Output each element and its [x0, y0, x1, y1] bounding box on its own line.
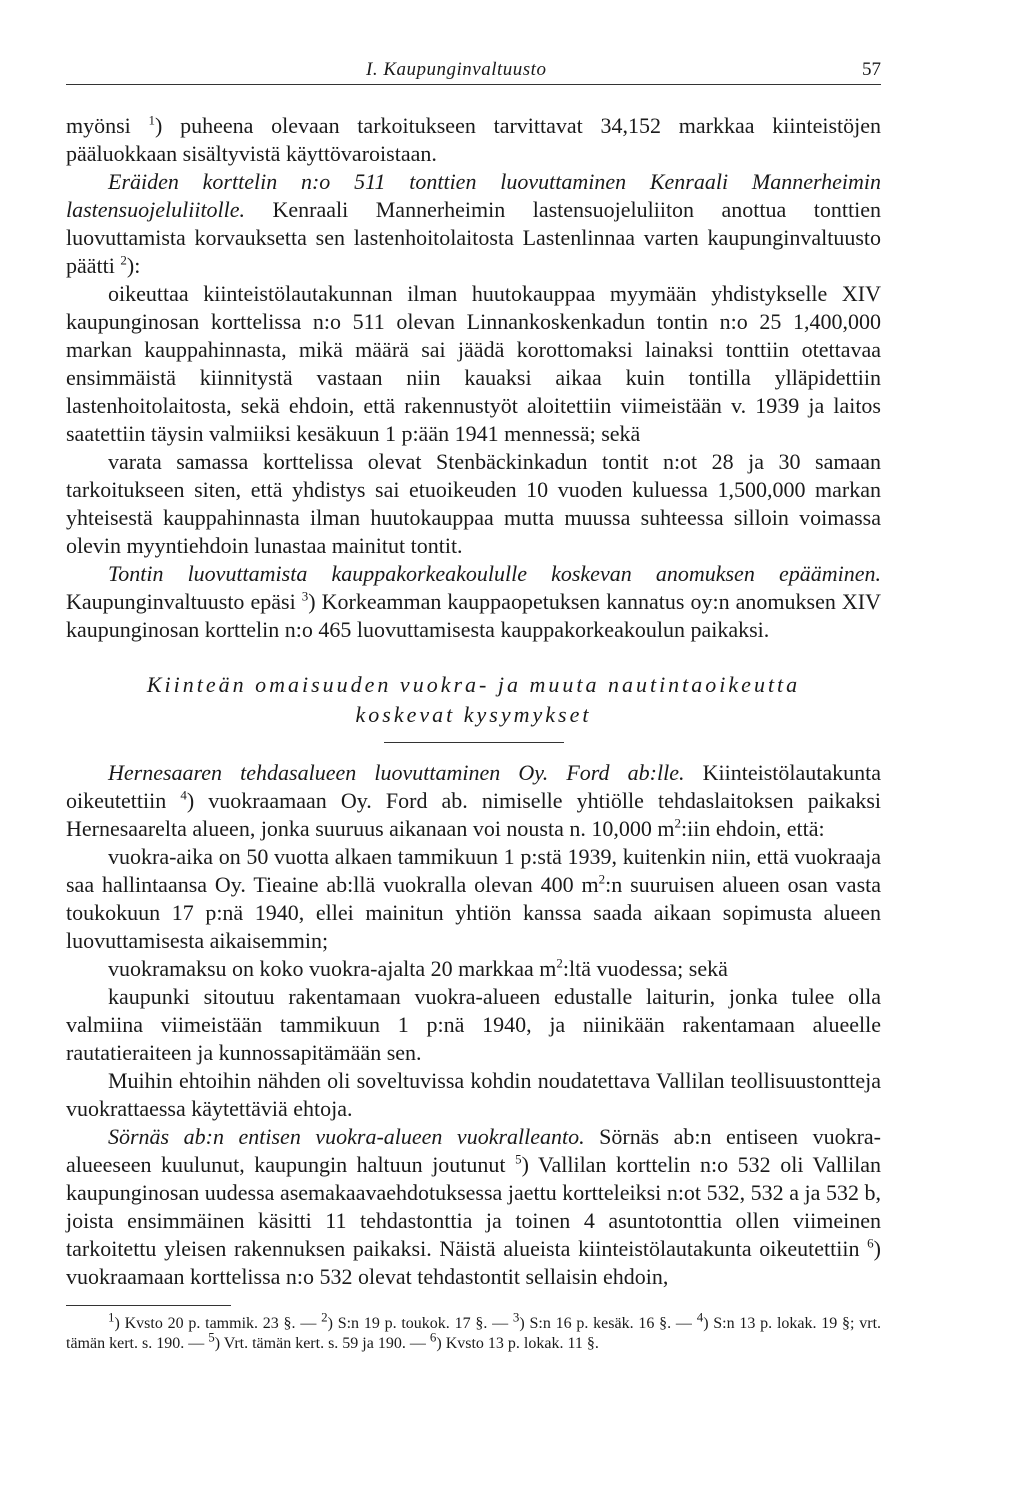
paragraph-8: vuokramaksu on koko vuokra-ajalta 20 markkaa $m^2:ltä$ vuodessa; sekä [108, 955, 728, 981]
subsection-title: Hernesaaren tehdasalueen luovuttaminen Oy. Ford ab:lle. [108, 760, 685, 785]
section-rule [384, 742, 564, 743]
paragraph-5: Tontin luovuttamista kauppakorkeakoululle koskevan anomuksen epääminen. Kaupunginvaltuusto epäsi $^3$) Korkeamman kauppaopetuksen kannatus oy:n anomuksen XIV kaupunginosan korttelin n:o 465 luovuttamisesta kauppakorkeakoulun paikaksi. [66, 561, 881, 642]
footnote-ref: 6 [867, 1235, 874, 1251]
paragraph-3: oikeuttaa kiinteistölautakunnan ilman huutokauppaa myymään yhdistykselle XIV kaupunginosan korttelissa n:o 511 olevan Linnankoskenkadun tontin n:o 25 1,400,000 markan kauppahinnasta, mikä määrä sai jäädä korottomaksi lainaksi tonttiin otettavaa ensimmäistä kiinnitystä vastaan niin kauaksi aikaa kuin tontilla ylläpidettiin lastenhoitolaitosta, sekä ehdoin, että rakennustyöt aloitettiin viimeistään v. 1939 ja laitos saatettiin täysin valmiiksi kesäkuun 1 p:ään 1941 mennessä; sekä [66, 281, 881, 446]
footnote-ref: 4 [180, 787, 187, 803]
footnote-rule [66, 1305, 231, 1306]
paragraph-4: varata samassa korttelissa olevat Stenbäckinkadun tontit n:ot 28 ja 30 samaan tarkoitukseen siten, että yhdistys sai etuoikeuden 10 vuoden kuluessa 1,500,000 markan yhteisestä kauppahinnasta ilman huutokauppaa mutta muussa suhteessa silloin voimassa olevin myyntiehdoin lunastaa mainitut tontit. [66, 449, 881, 558]
paragraph-2: Eräiden korttelin n:o 511 tonttien luovuttaminen Kenraali Mannerheimin lastensuojeluliitolle. Kenraali Mannerheimin lastensuojeluliiton anottua tonttien luovuttamista korvauksetta sen lastenhoitolaitosta Lastenlinnaa varten kaupunginvaltuusto päätti $^2$): [66, 169, 881, 278]
subsection-title: Eräiden korttelin n:o 511 tonttien luovuttaminen Kenraali Mannerheimin lastensuojeluliitolle. [66, 169, 881, 222]
paragraph-11: Sörnäs ab:n entisen vuokra-alueen vuokralleanto. Sörnäs ab:n entiseen vuokra-alueeseen kuulunut, kaupungin haltuun joutunut $^5$) Vallilan korttelin n:o 532 oli Vallilan kaupunginosan uudessa asemakaavaehdotuksessa jaettu kortteleiksi n:ot 532, 532 a ja 532 b, joista ensimmäinen käsitti 11 tehdastonttia ja toinen 4 asuntotonttia ollen viimeinen tarkoitettu yleisen rakennuksen paikaksi. Näistä alueista kiinteistölautakunta oikeutettiin $^6$) vuokraamaan korttelissa n:o 532 olevat tehdastontit sellaisin ehdoin, [66, 1124, 881, 1289]
page-number: 57 [862, 59, 881, 80]
footnote-ref: 2 [120, 252, 127, 268]
paragraph-1: myönsi $^1$) puheena olevaan tarkoitukseen tarvittavat 34,152 markkaa kiinteistöjen pääluokkaan sisältyvistä käyttövaroistaan. [66, 112, 881, 166]
footnotes [66, 1309, 882, 1354]
superscript-2: 2 [674, 815, 681, 831]
footnote-ref: 1 [148, 112, 156, 128]
section-heading-line-1: Kiinteän omaisuuden vuokra- ja muuta nautintaoikeutta [146, 672, 801, 697]
footnote-ref: 3 [301, 588, 309, 604]
superscript-2: 2 [556, 955, 563, 971]
paragraph-10: Muihin ehtoihin nähden oli soveltuvissa kohdin noudatettava Vallilan teollisuustontteja vuokrattaessa käytettäviä ehtoja. [66, 1068, 881, 1121]
header-rule [66, 84, 881, 85]
superscript-2: 2 [598, 871, 606, 887]
paragraph-9: kaupunki sitoutuu rakentamaan vuokra-alueen edustalle laiturin, jonka tulee olla valmiina viimeistään tammikuun 1 p:nä 1940, ja niinikään rakentamaan alueelle rautatieraiteen ja kunnossapitämään sen. [66, 984, 881, 1065]
footnote-text: $^1$) Kvsto 20 p. tammik. 23 §. — $^2$) S:n 19 p. toukok. 17 §. — $^3$) S:n 16 p. kesäk. 16 §. — $^4$) S:n 13 p. lokak. 19 §; vrt. tämän kert. s. 190. — $^5$) Vrt. tämän kert. s. 59 ja 190. — $^6$) Kvsto 13 p. lokak. 11 §. [66, 1309, 882, 1352]
subsection-title: Tontin luovuttamista kauppakorkeakoululle koskevan anomuksen epääminen. [108, 561, 881, 586]
document-page [66, 50, 881, 1450]
paragraph-6: Hernesaaren tehdasalueen luovuttaminen Oy. Ford ab:lle. Kiinteistölautakunta oikeutettiin $^4$) vuokraamaan Oy. Ford ab. nimiselle yhtiölle tehdaslaitoksen paikaksi Hernesaarelta alueen, jonka suuruus aikanaan voi nousta n. 10,000 $m^2:iin$ ehdoin, että: [66, 760, 882, 841]
subsection-title: Sörnäs ab:n entisen vuokra-alueen vuokralleanto. [108, 1124, 585, 1149]
page-body [66, 112, 881, 1354]
footnote-ref: 5 [515, 1151, 522, 1167]
paragraph-7: vuokra-aika on 50 vuotta alkaen tammikuun 1 p:stä 1939, kuitenkin niin, että vuokraaja saa hallintaansa Oy. Tieaine ab:llä vuokralla olevan 400 $m^2:n$ suuruisen alueen osan vasta toukokuun 17 p:nä 1940, ellei mainitun yhtiön kanssa saada aikaan sopimusta alueen luovuttamisesta aikaisemmin; [66, 844, 882, 953]
section-heading-line-2: koskevat kysymykset [355, 702, 592, 727]
section-heading [66, 670, 881, 730]
running-header [66, 50, 881, 80]
header-title: I. Kaupunginvaltuusto [366, 59, 547, 80]
